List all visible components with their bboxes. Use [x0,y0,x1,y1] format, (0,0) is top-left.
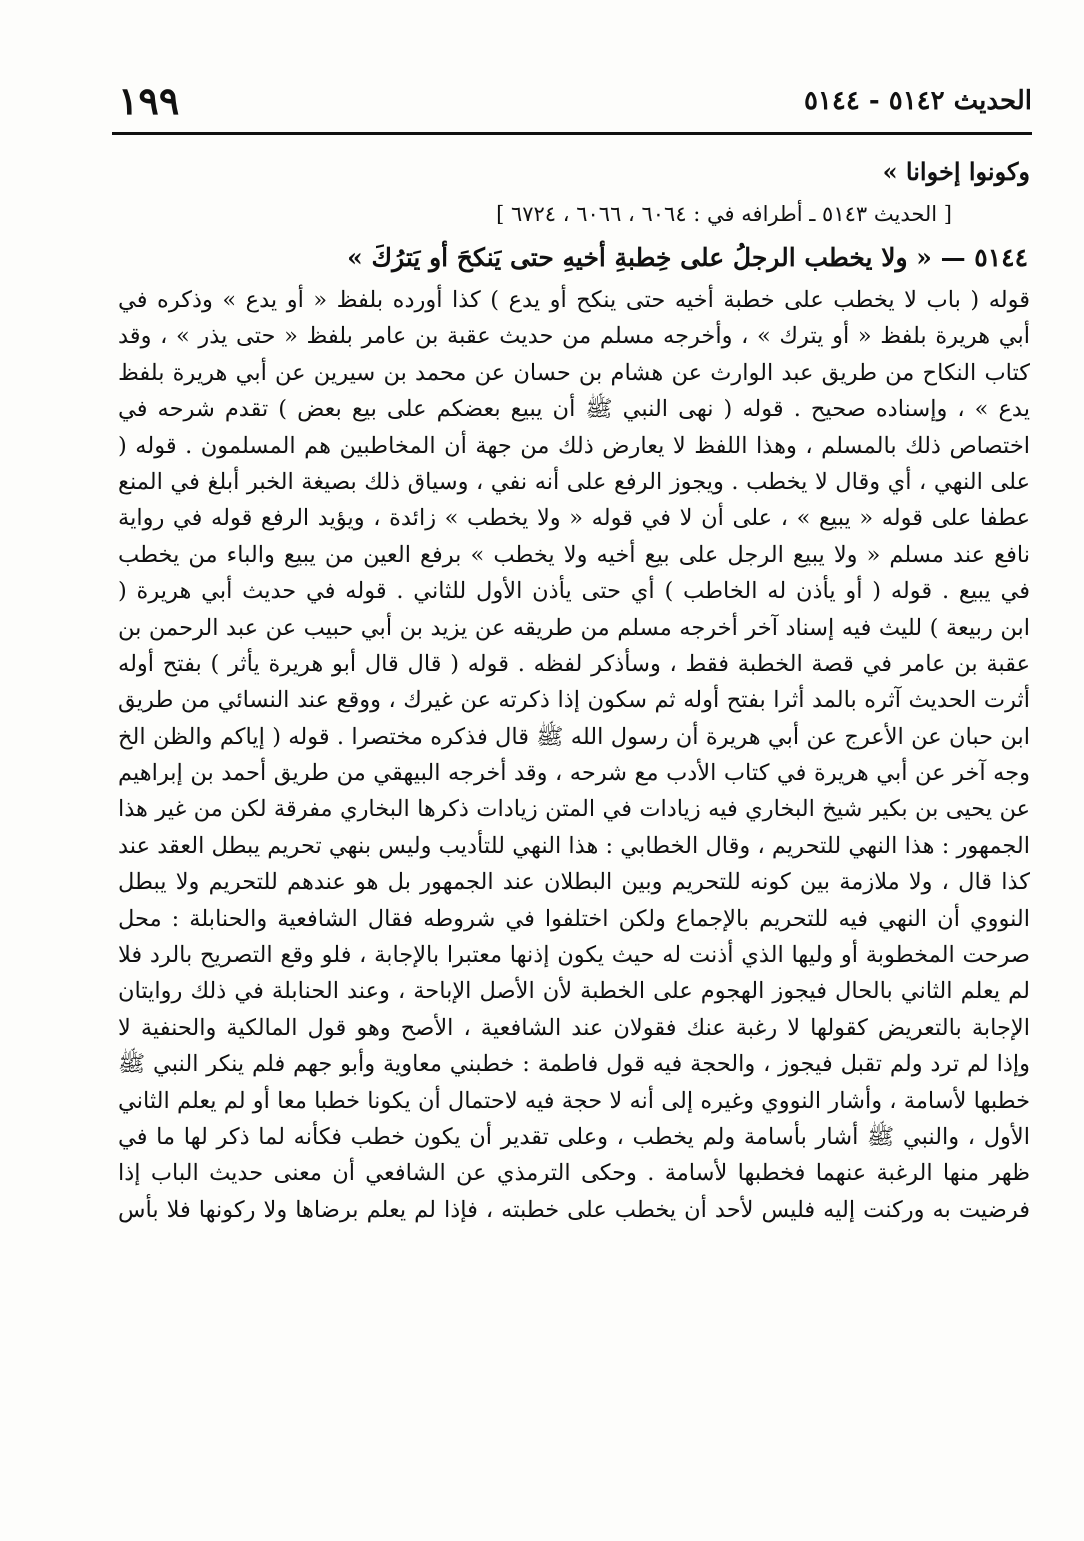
commentary-line: ابن ربيعة ) لليث فيه إسناد آخر أخرجه مسلم من طريقه عن يزيد بن أبي حبيب عن عبد الرحمن بن [118,614,1030,641]
hadith-heading: ٥١٤٤ — « ولا يخطب الرجلُ على خِطبةِ أخيهِ حتى يَنكحَ أو يَترُكَ » [347,243,1028,272]
commentary-line: على النهي ، أي وقال لا يخطب . ويجوز الرفع على أنه نفي ، وسياق ذلك بصيغة الخبر أبلغ في المنع [118,468,1030,495]
commentary-line: الأول ، والنبي ﷺ أشار بأسامة ولم يخطب ، وعلى تقدير أن يكون خطب فكأنه لما ذكر لها ما في [118,1123,1030,1150]
commentary-line: عقبة بن عامر في قصة الخطبة فقط ، وسأذكر لفظه . قوله ( قال قال أبو هريرة يأثر ) بفتح أوله [118,650,1030,677]
commentary-line: وجه آخر عن أبي هريرة في كتاب الأدب مع شرحه ، وقد أخرجه البيهقي من طريق أحمد بن إبراهيم [118,760,1030,787]
page-header [112,78,1032,128]
commentary-line: أثرت الحديث آثره بالمد أثرا بفتح أوله ثم سكون إذا ذكرته عن غيرك ، ووقع عند النسائي من طريق [118,687,1030,714]
commentary-line: أبي هريرة بلفظ « أو يترك » ، وأخرجه مسلم من حديث عقبة بن عامر بلفظ « حتى يذر » ، وقد [118,323,1030,350]
commentary-line: عن يحيى بن بكير شيخ البخاري فيه زيادات في المتن زيادات ذكرها البخاري مفرقة لكن من غير هذا [118,796,1030,823]
commentary-line: صرحت المخطوبة أو وليها الذي أذنت له حيث يكون إذنها معتبرا بالإجابة ، فلو وقع التصريح بالرد فلا [118,942,1030,969]
commentary-text [118,282,1030,1228]
commentary-line: فرضيت به وركنت إليه فليس لأحد أن يخطب على خطبته ، فإذا لم يعلم برضاها ولا ركونها فلا بأس [118,1196,1030,1223]
commentary-line: قوله ( باب لا يخطب على خطبة أخيه حتى ينكح أو يدع ) كذا أورده بلفظ « أو يدع » وذكره في [118,287,1030,313]
header-rule [112,132,1032,135]
commentary-line: في يبيع . قوله ( أو يأذن له الخاطب ) أي حتى يأذن الأول للثاني . قوله في حديث أبي هريرة ( [118,578,1030,605]
commentary-line: الجمهور : هذا النهي للتحريم ، وقال الخطابي : هذا النهي للتأديب وليس بنهي تحريم يبطل العقد عند [118,832,1030,859]
page-number: ١٩٩ [118,78,180,123]
running-head: الحديث ٥١٤٢ - ٥١٤٤ [803,86,1032,116]
commentary-line: ظهر منها الرغبة عنهما فخطبها لأسامة . وحكى الترمذي عن الشافعي أن معنى حديث الباب إذا [118,1160,1030,1187]
commentary-line: ابن حبان عن الأعرج عن أبي هريرة أن رسول الله ﷺ قال فذكره مختصرا . قوله ( إياكم والظن الخ [118,723,1030,750]
commentary-line: خطبها لأسامة ، وأشار النووي وغيره إلى أنه لا حجة فيه لاحتمال أن يكونا خطبا معا أو لم يعلم الثاني [118,1087,1030,1114]
commentary-line: كذا قال ، ولا ملازمة بين كونه للتحريم وبين البطلان عند الجمهور بل هو عندهم للتحريم ولا يبطل [118,869,1030,896]
page-body [118,150,1030,1228]
commentary-line: كتاب النكاح من طريق عبد الوارث عن هشام بن حسان عن محمد بن سيرين عن أبي هريرة بلفظ [118,359,1030,386]
commentary-line: يدع » ، وإسناده صحيح . قوله ( نهى النبي ﷺ أن يبيع بعضكم على بيع بعض ) تقدم شرحه في [118,396,1030,423]
commentary-line: عطفا على قوله « يبيع » ، على أن لا في قوله « ولا يخطب » زائدة ، ويؤيد الرفع قوله في رواية [118,505,1030,532]
commentary-line: اختصاص ذلك بالمسلم ، وهذا اللفظ لا يعارض ذلك من جهة أن المخاطبين هم المسلمون . قوله ( [118,432,1030,459]
continuation-line: وكونوا إخوانا » [882,157,1030,186]
hadith-reference: [ الحديث ٥١٤٣ ـ أطرافه في : ٦٠٦٤ ، ٦٠٦٦ ، ٦٧٢٤ ] [496,202,952,226]
commentary-line: وإذا لم ترد ولم تقبل فيجوز ، والحجة فيه قول فاطمة : خطبني معاوية وأبو جهم فلم ينكر النبي ﷺ [118,1051,1030,1078]
commentary-line: الإجابة بالتعريض كقولها لا رغبة عنك فقولان عند الشافعية ، الأصح وهو قول المالكية والحنفية لا [118,1014,1030,1041]
commentary-line: لم يعلم الثاني بالحال فيجوز الهجوم على الخطبة لأن الأصل الإباحة ، وعند الحنابلة في ذلك روايتان [118,978,1030,1005]
commentary-line: النووي أن النهي فيه للتحريم بالإجماع ولكن اختلفوا في شروطه فقال الشافعية والحنابلة : محل [118,905,1030,932]
commentary-line: نافع عند مسلم « ولا يبيع الرجل على بيع أخيه ولا يخطب » برفع العين من يبيع والباء من يخطب [118,541,1030,568]
